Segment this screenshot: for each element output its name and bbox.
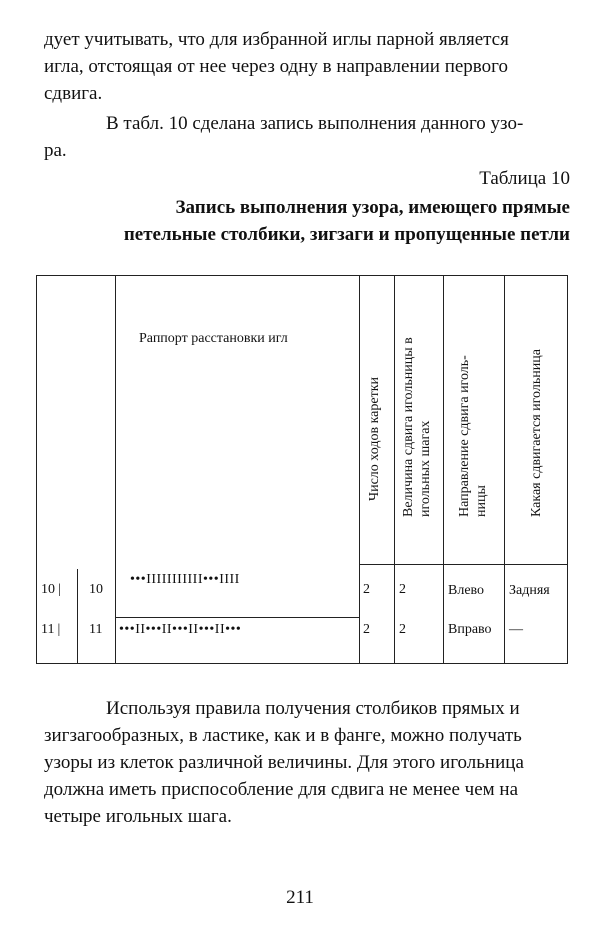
table-title xyxy=(44,194,570,248)
row-divider xyxy=(115,617,359,618)
needle-pattern: •••IIIIIIIIIII•••IIII xyxy=(130,572,240,587)
column-divider xyxy=(359,276,360,663)
header-line: игольных шагах xyxy=(418,420,433,517)
header-shift-direction xyxy=(456,287,492,517)
text-line: ра. xyxy=(44,140,67,161)
text-line: Используя правила получения столбиков прямых и xyxy=(106,698,520,719)
text-line: игла, отстоящая от нее через одну в направлении первого xyxy=(44,56,508,77)
paragraph-top xyxy=(44,26,570,107)
column-divider xyxy=(394,276,395,663)
title-line: петельные столбики, зигзаги и пропущенные петли xyxy=(123,224,570,245)
carriage-passes: 2 xyxy=(363,622,370,637)
header-line: Величина сдвига игольницы в xyxy=(401,337,416,517)
shifted-bed: Задняя xyxy=(509,583,550,598)
header-carriage-passes: Число ходов каретки xyxy=(367,376,382,501)
text-line: сдвига. xyxy=(44,83,103,104)
text-line: узоры из клеток различной величины. Для этого игольница xyxy=(44,752,524,773)
shifted-bed: — xyxy=(509,622,523,637)
header-line: Направление сдвига иголь- xyxy=(457,355,472,517)
needle-pattern-table xyxy=(36,275,568,664)
needle-pattern: •••II•••II•••II•••II••• xyxy=(119,622,242,637)
shift-size: 2 xyxy=(399,622,406,637)
table-label: Таблица 10 xyxy=(479,168,570,189)
carriage-passes: 2 xyxy=(363,582,370,597)
column-divider xyxy=(77,569,78,663)
row-index-a: 11 | xyxy=(41,622,61,637)
column-divider xyxy=(443,276,444,663)
text-line: зигзагообразных, в ластике, как и в фанге, можно получать xyxy=(44,725,522,746)
header-line: ницы xyxy=(474,485,489,517)
header-which-bed: Какая сдвигается игольница xyxy=(529,349,544,517)
title-line: Запись выполнения узора, имеющего прямые xyxy=(175,197,570,218)
row-index-b: 11 xyxy=(89,622,103,637)
shift-size: 2 xyxy=(399,582,406,597)
shift-direction: Влево xyxy=(448,583,485,598)
text-line: должна иметь приспособление для сдвига не менее чем на xyxy=(44,779,518,800)
paragraph-table-reference xyxy=(44,110,570,164)
shift-direction: Вправо xyxy=(448,622,492,637)
row-index-b: 10 xyxy=(89,582,103,597)
header-divider xyxy=(359,564,567,565)
page-number: 211 xyxy=(286,887,314,908)
paragraph-bottom xyxy=(44,695,570,830)
header-shift-size xyxy=(400,257,436,517)
column-divider xyxy=(504,276,505,663)
text-line: дует учитывать, что для избранной иглы парной является xyxy=(44,29,509,50)
text-line: четыре игольных шага. xyxy=(44,806,232,827)
row-index-a: 10 | xyxy=(41,582,61,597)
column-divider xyxy=(115,276,116,663)
header-rapport: Раппорт расстановки игл xyxy=(139,331,288,346)
text-line: В табл. 10 сделана запись выполнения данного узо- xyxy=(106,113,524,134)
